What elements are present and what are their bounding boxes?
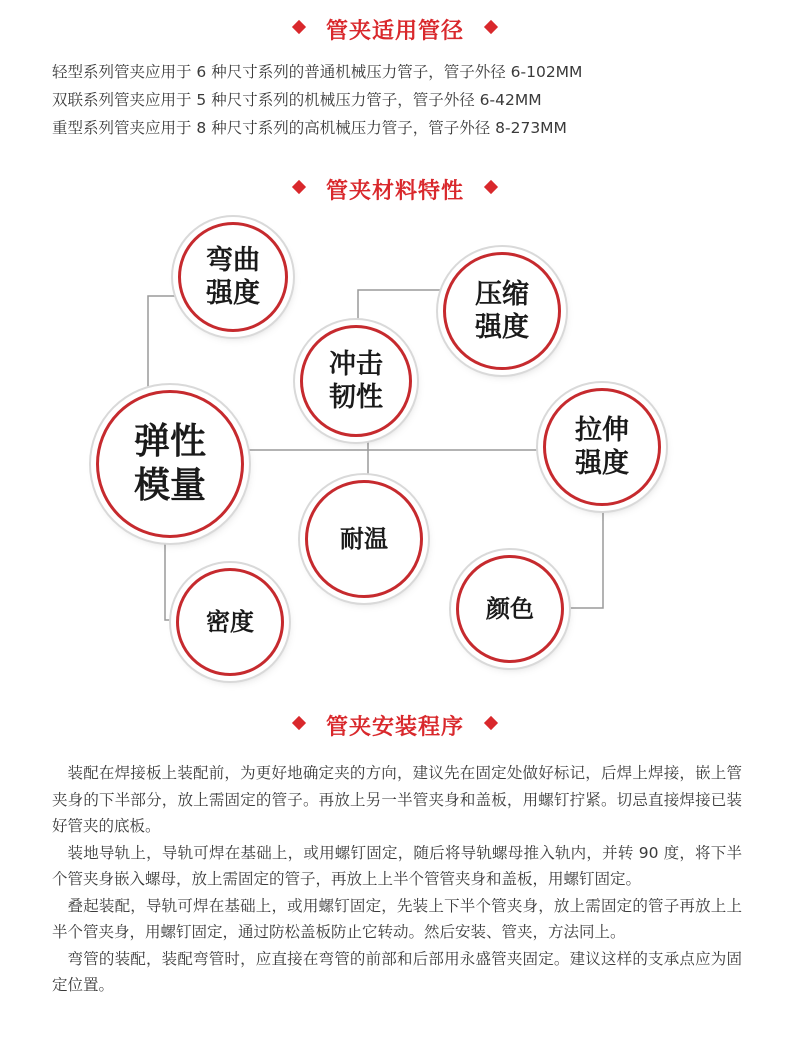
diamond-icon bbox=[292, 179, 306, 193]
node-color: 颜色 bbox=[456, 555, 564, 663]
node-impact-toughness: 冲击 韧性 bbox=[300, 325, 412, 437]
spec-lines bbox=[52, 58, 752, 142]
diamond-icon bbox=[484, 179, 498, 193]
install-paragraph: 叠起装配，导轨可焊在基础上，或用螺钉固定，先装上下半个管夹身，放上需固定的管子再放上上半个管夹身，用螺钉固定，通过防松盖板防止它转动。然后安装、管夹，方法同上。 bbox=[52, 896, 742, 941]
node-tensile-strength: 拉伸 强度 bbox=[543, 388, 661, 506]
install-paragraph: 弯管的装配，装配弯管时，应直接在弯管的前部和后部用永盛管夹固定。建议这样的支承点应为固定位置。 bbox=[52, 949, 742, 994]
spec-line-twin: 双联系列管夹应用于 5 种尺寸系列的机械压力管子，管子外径 6-42MM bbox=[52, 91, 542, 109]
spec-line-light: 轻型系列管夹应用于 6 种尺寸系列的普通机械压力管子，管子外径 6-102MM bbox=[52, 63, 583, 81]
node-temperature: 耐温 bbox=[305, 480, 423, 598]
install-steps bbox=[52, 760, 742, 999]
node-density: 密度 bbox=[176, 568, 284, 676]
section-title-material: 管夹材料特性 bbox=[0, 174, 790, 205]
diamond-icon bbox=[484, 19, 498, 33]
section-title-install: 管夹安装程序 bbox=[0, 710, 790, 741]
spec-line-heavy: 重型系列管夹应用于 8 种尺寸系列的高机械压力管子，管子外径 8-273MM bbox=[52, 119, 567, 137]
diamond-icon bbox=[484, 715, 498, 729]
diamond-icon bbox=[292, 19, 306, 33]
node-compress-strength: 压缩 强度 bbox=[443, 252, 561, 370]
diamond-icon bbox=[292, 715, 306, 729]
node-bend-strength: 弯曲 强度 bbox=[178, 222, 288, 332]
node-elastic-modulus: 弹性 模量 bbox=[96, 390, 244, 538]
install-paragraph: 装地导轨上，导轨可焊在基础上，或用螺钉固定，随后将导轨螺母推入轨内，并转 90 度，将下半个管夹身嵌入螺母，放上需固定的管子，再放上上半个管管夹身和盖板，用螺钉固定。 bbox=[52, 843, 742, 888]
section-title-pipe-diameter: 管夹适用管径 bbox=[0, 14, 790, 45]
install-paragraph: 装配在焊接板上装配前，为更好地确定夹的方向，建议先在固定处做好标记，后焊上焊接，嵌上管夹身的下半部分，放上需固定的管子。再放上另一半管夹身和盖板，用螺钉拧紧。切忌直接焊接已装好管夹的底板。 bbox=[52, 764, 742, 835]
material-diagram bbox=[0, 210, 790, 680]
